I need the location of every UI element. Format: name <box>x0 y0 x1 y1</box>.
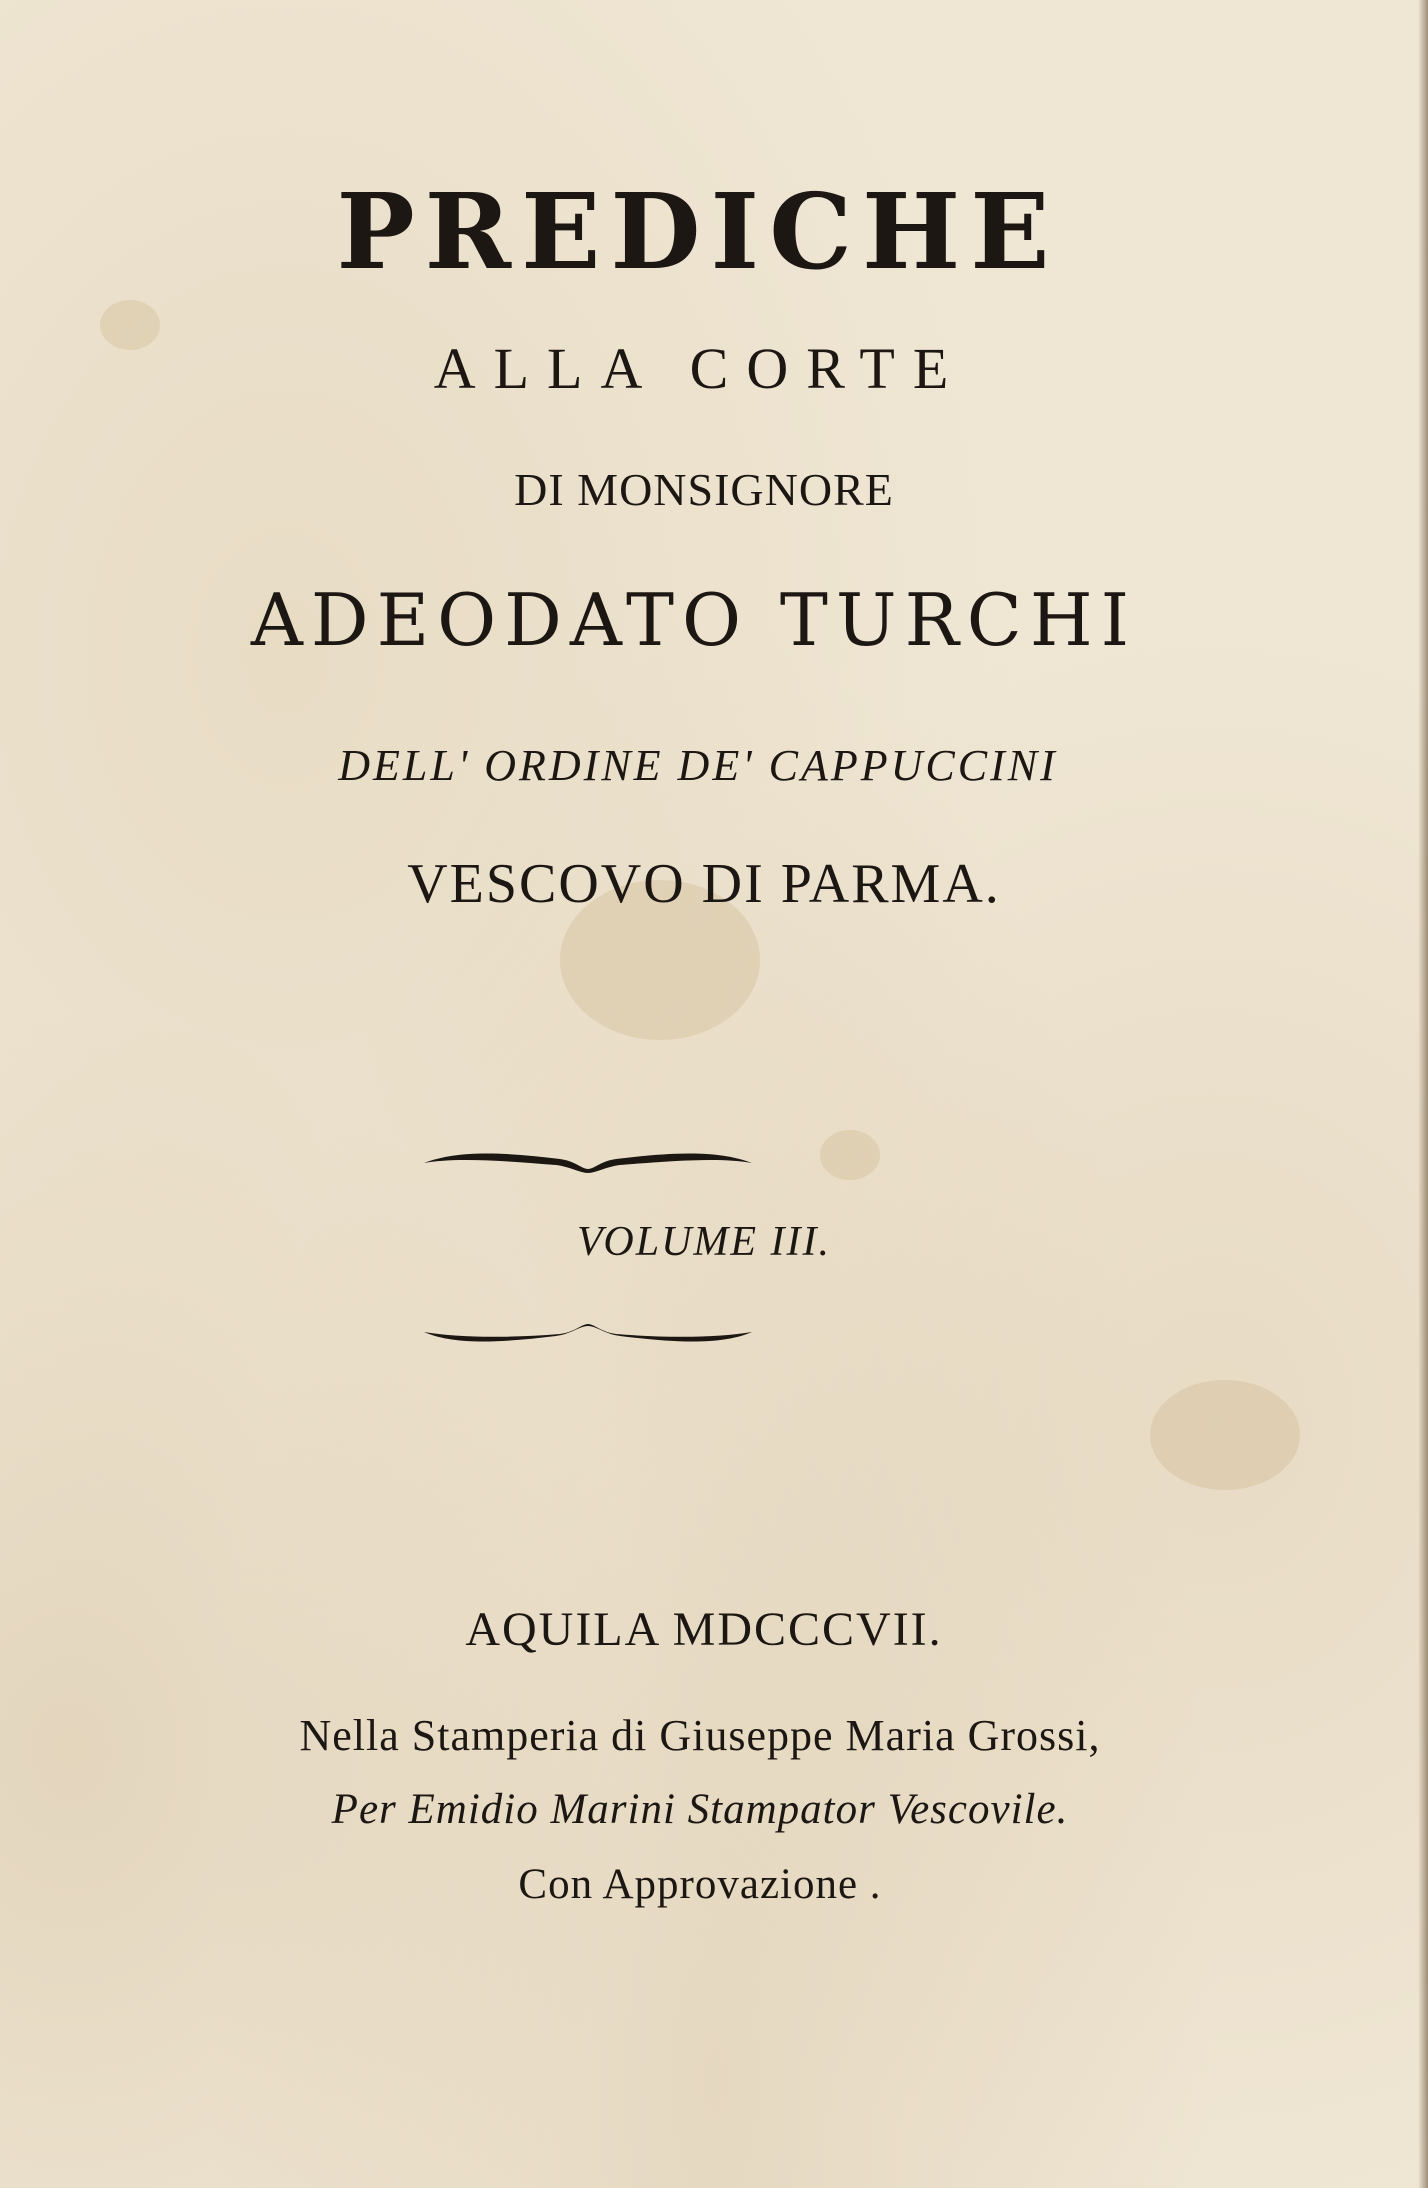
imprint-place-year: AQUILA MDCCCVII. <box>465 1603 943 1656</box>
volume-number: VOLUME III. <box>576 1219 832 1265</box>
religious-order: DELL' ORDINE DE' CAPPUCCINI <box>338 741 1058 790</box>
paper-stain <box>820 1130 880 1180</box>
imprint-approval: Con Approvazione . <box>518 1861 882 1908</box>
subtitle-line-1: ALLA CORTE <box>433 336 967 401</box>
imprint-publisher: Per Emidio Marini Stampator Vescovile. <box>331 1786 1069 1833</box>
ornamental-rule-top <box>420 1145 756 1175</box>
author-name: ADEODATO TURCHI <box>250 578 1138 662</box>
paper-stain <box>1150 1380 1300 1490</box>
subtitle-line-2: DI MONSIGNORE <box>514 464 894 515</box>
book-title: PREDICHE <box>336 170 1060 293</box>
ornamental-rule-bottom <box>420 1320 756 1350</box>
imprint-printer: Nella Stamperia di Giuseppe Maria Grossi, <box>299 1711 1101 1760</box>
bishopric: VESCOVO DI PARMA. <box>407 853 1001 915</box>
page-edge-shadow <box>1418 0 1428 2188</box>
